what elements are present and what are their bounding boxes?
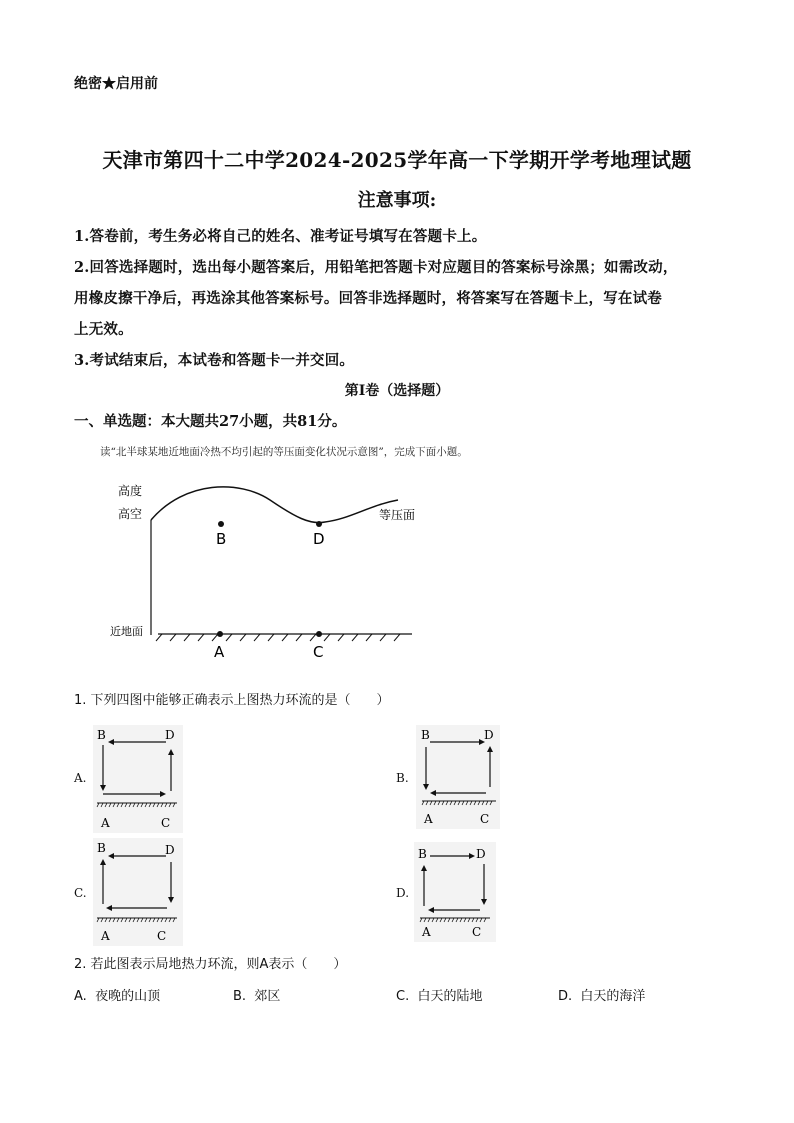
point-c-label: C (313, 643, 324, 661)
isobar-diagram (100, 475, 430, 665)
section-title: 一、单选题：本大题共27小题，共81分。 (74, 413, 347, 430)
mini-c-label: C (161, 816, 171, 830)
mini-c-label: C (480, 812, 490, 826)
point-a-label: A (214, 643, 225, 661)
ground-hatching (156, 634, 400, 641)
mini-a-label: A (422, 925, 431, 939)
option-text: 白天的陆地 (417, 989, 483, 1004)
q2-option-d[interactable] (558, 985, 645, 1004)
mini-b-label: B (421, 728, 430, 742)
rule-line-2: 2.回答选择题时，选出每小题答案后，用铅笔把答题卡对应题目的答案标号涂黑；如需改动， (74, 259, 678, 276)
mini-b-label: B (97, 841, 106, 855)
option-letter: C. (396, 989, 410, 1004)
point-d-label: D (313, 530, 325, 548)
notice-title: 注意事项: (357, 190, 437, 211)
option-letter: B. (233, 989, 247, 1004)
mini-d-label: D (476, 847, 486, 861)
point-a-dot (217, 631, 223, 637)
mini-c-label: C (157, 929, 167, 943)
q2-option-a[interactable] (74, 985, 160, 1004)
question-1-stem: 1. 下列四图中能够正确表示上图热力环流的是（ ） (74, 693, 390, 708)
confidential-mark: 绝密★启用前 (74, 76, 158, 92)
label-upper-air: 高空 (118, 507, 143, 521)
option-text: 郊区 (254, 989, 281, 1004)
point-b-label: B (216, 530, 227, 548)
q1-option-a-letter[interactable]: A. (74, 771, 87, 785)
point-b-dot (218, 521, 224, 527)
rule-line-5: 3.考试结束后，本试卷和答题卡一并交回。 (74, 352, 355, 369)
exam-title: 天津市第四十二中学2024-2025学年高一下学期开学考地理试题 (102, 148, 692, 172)
q1-option-b-letter[interactable]: B. (396, 771, 409, 785)
isobar-curve (151, 487, 398, 523)
q1-option-c-diagram[interactable] (93, 838, 183, 946)
point-c-dot (316, 631, 322, 637)
question-intro: 读“北半球某地近地面冷热不均引起的等压面变化状况示意图”，完成下面小题。 (100, 446, 468, 458)
option-letter: A. (74, 989, 87, 1004)
mini-b-label: B (97, 728, 106, 742)
option-text: 夜晚的山顶 (95, 989, 161, 1004)
option-letter: D. (558, 989, 573, 1004)
mini-c-label: C (472, 925, 482, 939)
point-d-dot (316, 521, 322, 527)
label-height: 高度 (118, 484, 143, 498)
q2-option-c[interactable] (396, 985, 483, 1004)
rule-line-4: 上无效。 (74, 321, 133, 338)
isobar-label: 等压面 (379, 508, 416, 522)
option-text: 白天的海洋 (580, 989, 646, 1004)
mini-d-label: D (165, 843, 175, 857)
rule-line-3: 用橡皮擦干净后，再选涂其他答案标号。回答非选择题时，将答案写在答题卡上，写在试卷 (74, 290, 662, 307)
q1-option-a-diagram[interactable] (93, 725, 183, 833)
label-ground: 近地面 (110, 625, 143, 638)
part-title: 第I卷（选择题） (344, 383, 450, 399)
q1-option-c-letter[interactable]: C. (74, 886, 87, 900)
mini-a-label: A (101, 816, 110, 830)
q1-option-d-letter[interactable]: D. (396, 886, 410, 900)
q1-option-b-diagram[interactable] (416, 725, 500, 829)
mini-d-label: D (484, 728, 494, 742)
mini-a-label: A (424, 812, 433, 826)
q1-option-d-diagram[interactable] (414, 842, 496, 942)
mini-d-label: D (165, 728, 175, 742)
q2-option-b[interactable] (233, 985, 280, 1004)
mini-a-label: A (101, 929, 110, 943)
mini-b-label: B (418, 847, 427, 861)
question-2-stem: 2. 若此图表示局地热力环流，则A表示（ ） (74, 957, 347, 972)
rule-line-1: 1.答卷前，考生务必将自己的姓名、准考证号填写在答题卡上。 (74, 228, 487, 245)
